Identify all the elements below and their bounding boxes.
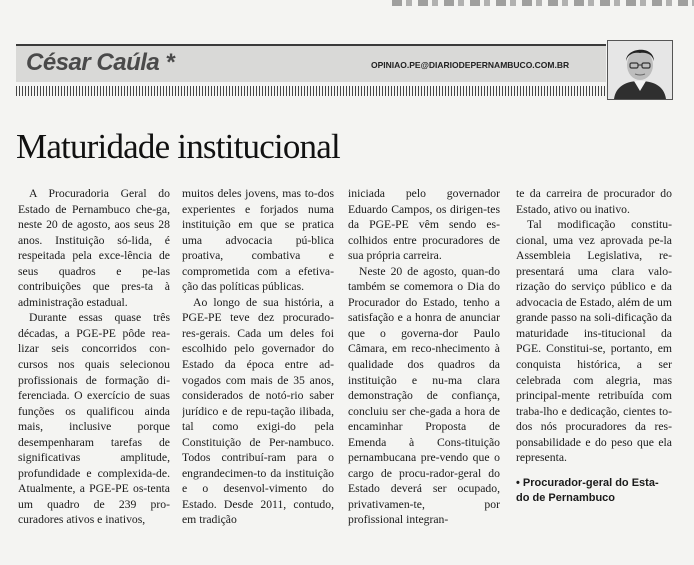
paragraph: muitos deles jovens, mas to-dos experientes e forjados numa instituição em que se pratica uma advocacia pú-blica proativa, combativa e comprometida com a efetiva-ção das políticas públicas.: [182, 187, 334, 294]
author-portrait-icon: [608, 41, 672, 99]
paragraph: iniciada pelo governador Eduardo Campos, os dirigen-tes da PGE-PE vêm sendo es-colhidos entre procuradores de sua própria carreira.: [348, 187, 500, 263]
paragraph: te da carreira de procurador do Estado, ativo ou inativo.: [516, 187, 672, 216]
paragraph: Tal modificação constitu-cional, uma vez aprovada pe-la Assembleia Legislativa, re-presentará uma clara valo-rização do serviço público e da advocacia de Estado, além de um grande passo na soli-dificação da maturidade ins-titucional da PGE. Constitui-se, portanto, em conquista histórica, a ser celebrada com alegria, mas principal-mente retribuída com traba-lho e dedicação, cientes to-dos nós procuradores da res-ponsabilidade e do peso que ela representa.: [516, 218, 672, 465]
header-divider-hatch: [16, 86, 606, 96]
paragraph: Ao longo de sua história, a PGE-PE teve dez procurado-res-gerais. Cada um deles foi escolhido pelo governador do Estado da época entre ad-vogados com mais de 35 anos, considerados de notó-rio saber jurídico e de repu-tação ilibada, tal como exigi-do pela Constituição de Per-nambuco. Todos contribuí-ram para o engrandecimen-to da instituição e o desenvol-vimento do Estado. Desde 2011, contudo, em tradição: [182, 295, 334, 527]
paragraph: A Procuradoria Geral do Estado de Pernambuco che-ga, neste 20 de agosto, aos seus 28 anos. Instituição só-lida, é respeitada pela exce-lência de seus quadros e pe-las contribuições que pres-ta à administração estadual.: [18, 187, 170, 309]
author-signature: • Procurador-geral do Esta-do de Pernambuco: [516, 476, 659, 505]
contact-email: OPINIAO.PE@DIARIODEPERNAMBUCO.COM.BR: [371, 60, 570, 70]
previous-page-fragment: [392, 0, 694, 6]
article-column-1: [18, 186, 170, 548]
paragraph: Neste 20 de agosto, quan-do também se comemora o Dia do Procurador do Estado, tenho a satisfação e a honra de anunciar que o governa-dor Paulo Câmara, em reco-nhecimento à qualidade dos quadros da instituição e nu-ma clara demonstração de confiança, concluiu ser che-gada a hora de encaminhar Proposta de Emenda à Cons-tituição pernambucana pre-vendo que o cargo de procu-rador-geral do Estado deverá ser ocupado, privativamen-te, por profissional integran-: [348, 264, 500, 527]
article-column-2: [182, 186, 334, 548]
author-name: César Caúla *: [26, 49, 175, 76]
article-column-3: [348, 186, 500, 548]
author-photo: [607, 40, 673, 100]
article-title: Maturidade institucional: [16, 127, 340, 166]
article-column-4: [516, 186, 672, 548]
paragraph: Durante essas quase três décadas, a PGE-PE pôde rea-lizar seis concorridos con-cursos nos quais selecionou profissionais de formação di-ferenciada. O exercício de suas funções os qualificou ainda mais, inclusive porque desempenharam tarefas de significativas amplitude, profundidade e complexida-de. Atualmente, a PGE-PE os-tenta um quadro de 239 pro-curadores ativos e inativos,: [18, 311, 170, 527]
